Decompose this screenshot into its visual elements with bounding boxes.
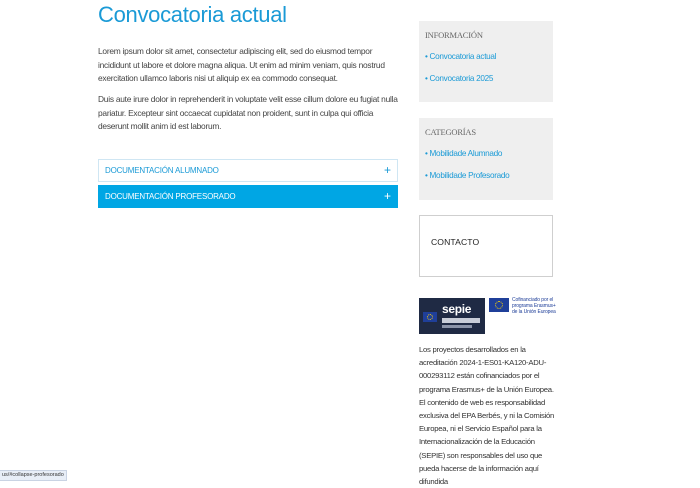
sepie-logo-text: sepie (442, 302, 472, 316)
erasmus-disclaimer: Los proyectos desarrollados en la acreditación 2024-1-ES01-KA120-ADU-000293112 están cofinanciados por el programa Erasmus+ de la Unión Europea. El contenido de web es responsabilidad exclusiva del EPA Berbés, y ni la Comisión Europea, ni el Servicio Español para la Internacionalización de la Educación (SEPIE) son responsables del uso que pueda hacerse de la información aquí difundida (419, 345, 555, 487)
sidebar-categorias-title: CATEGORÍAS (425, 127, 476, 137)
link-convocatoria-actual[interactable]: • Convocatoria actual (425, 52, 497, 61)
accordion-documentacion-profesorado[interactable] (98, 185, 398, 208)
page-title: Convocatoria actual (98, 2, 287, 27)
plus-icon[interactable]: + (383, 163, 391, 177)
sidebar-informacion (419, 21, 553, 102)
sidebar-informacion-title: INFORMACIÓN (425, 30, 483, 40)
intro-paragraph: Lorem ipsum dolor sit amet, consectetur adipiscing elit, sed do eiusmod tempor incididunt ut labore et dolore magna aliqua. Ut enim ad minim veniam, quis nostrud exercitation ullamco laboris nisi ut aliquip ex ea commodo consequat. (98, 46, 385, 83)
second-paragraph: Duis aute irure dolor in reprehenderit in voluptate velit esse cillum dolore eu fugiat nulla pariatur. Excepteur sint occaecat cupidatat non proident, sunt in culpa qui officia deserunt mollit anim id est laborum. (98, 94, 398, 131)
eu-flag-icon (489, 298, 509, 312)
eu-flag-icon (423, 312, 437, 322)
link-mobilidade-profesorado[interactable]: • Mobilidade Profesorado (425, 171, 510, 180)
status-bar-url: us/#collapse-profesorado (0, 470, 67, 481)
contact-box[interactable] (419, 215, 553, 277)
sidebar-categorias (419, 118, 553, 200)
erasmus-cofinanciado-text: Cofinanciado por el programa Erasmus+ de la Unión Europea (512, 297, 556, 315)
plus-icon[interactable]: + (383, 189, 391, 203)
funding-logos (419, 296, 555, 334)
accordion-documentacion-alumnado[interactable] (98, 159, 398, 182)
link-convocatoria-2025[interactable]: • Convocatoria 2025 (425, 74, 494, 83)
sepie-logo (419, 298, 485, 334)
link-mobilidade-alumnado[interactable]: • Mobilidade Alumnado (425, 149, 503, 158)
accordion-label: DOCUMENTACIÓN ALUMNADO (105, 166, 219, 175)
contact-title: CONTACTO (431, 237, 480, 247)
sepie-subtitle-bar (442, 318, 480, 323)
sepie-subtitle-bar (442, 325, 472, 328)
accordion-label: DOCUMENTACIÓN PROFESORADO (105, 192, 236, 201)
